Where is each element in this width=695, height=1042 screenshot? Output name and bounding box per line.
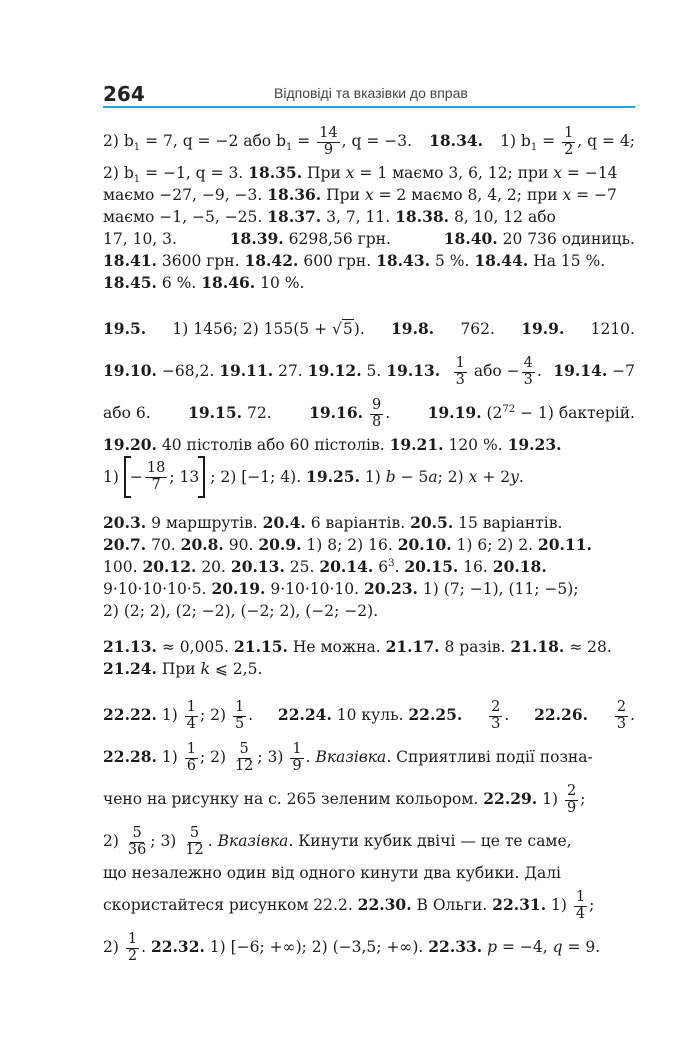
fraction: $\frac{1}{5}$ — [234, 699, 245, 732]
text-line — [103, 658, 635, 680]
text-segment: 19.15. 72. — [188, 403, 272, 422]
text-segment: скористайтеся рисунком 22.2. 22.30. В Ольги. 22.31. 1) $\frac{1}{4}$ ; — [103, 889, 595, 922]
text-segment: 762. — [460, 320, 495, 338]
fraction: $\frac{1}{4}$ — [186, 699, 196, 732]
fraction: $\frac{1}{4}$ — [575, 889, 586, 922]
fraction: $\frac{14}{9}$ — [319, 125, 338, 158]
fraction: $\frac{5}{36}$ — [127, 825, 147, 858]
exercise-number: 22.26. — [534, 705, 589, 724]
text-segment: 22.24. 10 куль. 22.25. — [277, 705, 463, 724]
text-line — [103, 694, 635, 736]
text-segment: 2) $b_1 = 7$, q = −2 або $b_1$ = $\frac{14}{9}$ , q = −3. — [103, 125, 413, 158]
text-segment: 18.40. 20 736 одиниць. — [443, 229, 635, 248]
text-line — [103, 350, 635, 392]
fraction: $\frac{9}{8}$ — [371, 397, 382, 430]
text-segment: чено на рисунку на с. 265 зеленим кольором. 22.29. 1) $\frac{2}{9}$ ; — [103, 783, 586, 816]
text-line — [103, 636, 635, 658]
fraction: $\frac{2}{3}$ — [616, 699, 627, 732]
fraction: $\frac{18}{7}$ — [146, 460, 166, 493]
text-line — [103, 162, 635, 184]
text-segment: що незалежно один від одного кинути два кубики. Далі — [103, 864, 561, 882]
text-line — [103, 184, 635, 206]
text-line — [103, 308, 635, 350]
text-segment: 1) 1456; 2) 155(5 + √5). — [172, 320, 365, 338]
answers-block-19 — [103, 308, 635, 498]
text-line — [103, 456, 635, 498]
text-segment: маємо −1, −5, −25. 18.37. 3, 7, 11. 18.38. 8, 10, 12 або — [103, 207, 556, 226]
text-segment: $\frac{2}{3}$ . — [491, 699, 510, 732]
exercise-number: 19.5. — [103, 319, 147, 338]
answers-body — [103, 120, 635, 982]
exercise-number: 19.9. — [521, 319, 565, 338]
fraction: $\frac{1}{3}$ — [455, 355, 465, 388]
text-line — [103, 272, 635, 294]
text-line — [103, 434, 635, 456]
text-segment: $\frac{2}{3}$ . — [616, 699, 635, 732]
text-line — [103, 600, 635, 622]
text-line — [103, 206, 635, 228]
text-segment: 19.20. 40 пістолів або 60 пістолів. 19.21. 120 %. 19.23. — [103, 435, 562, 454]
text-segment: 19.16. $\frac{9}{8}$ . — [309, 397, 391, 430]
answers-block-20 — [103, 512, 635, 622]
text-segment: 1210. — [590, 320, 635, 338]
text-line — [103, 250, 635, 272]
text-segment: 18.41. 3600 грн. 18.42. 600 грн. 18.43. 5 %. 18.44. На 15 %. — [103, 251, 606, 270]
header-rule — [103, 106, 635, 108]
fraction: $\frac{4}{3}$ — [523, 355, 533, 388]
exercise-number: 18.34. — [429, 131, 484, 150]
text-segment: 2) $\frac{5}{36}$ ; 3) $\frac{5}{12}$ . Вказівка. Кинути кубик двічі — це те саме, — [103, 825, 572, 858]
page-header — [103, 80, 635, 108]
fraction: $\frac{1}{2}$ — [564, 125, 574, 158]
text-segment: 19.14. −7 — [553, 361, 635, 380]
text-segment: 21.24. При k ⩽ 2,5. — [103, 659, 263, 678]
answers-block-18 — [103, 120, 635, 294]
text-segment: 19.10. −68,2. 19.11. 27. 19.12. 5. 19.13. — [103, 361, 441, 380]
fraction: $\frac{5}{12}$ — [234, 741, 254, 774]
text-segment: 18.45. 6 %. 18.46. 10 %. — [103, 273, 305, 292]
text-segment: 19.19. $(2^{72} - 1)$ бактерій. — [427, 403, 635, 422]
text-segment: 17, 10, 3. — [103, 230, 177, 248]
fraction: $\frac{1}{9}$ — [292, 741, 302, 774]
text-segment: 2) $b_1 = -1$, q = 3. 18.35. При x = 1 маємо 3, 6, 12; при x = −14 — [103, 163, 618, 186]
text-segment: 22.22. 1) $\frac{1}{4}$ ; 2) $\frac{1}{5}$ . — [103, 699, 254, 732]
exercise-number: 19.8. — [391, 319, 435, 338]
text-segment: 1) — [103, 468, 119, 486]
text-line — [103, 556, 635, 578]
text-segment: $\frac{1}{3}$ або − $\frac{4}{3}$ . — [455, 355, 542, 388]
text-line — [103, 392, 635, 434]
page-number: 264 — [103, 82, 145, 106]
running-title: Відповіді та вказівки до вправ — [274, 85, 468, 101]
text-segment: 22.28. 1) $\frac{1}{6}$ ; 2) $\frac{5}{12}$ ; 3) $\frac{1}{9}$ . Вказівка. Сприятливі події позна- — [103, 741, 593, 774]
text-line — [103, 926, 635, 968]
text-line — [103, 884, 635, 926]
text-line — [103, 778, 635, 820]
text-segment: ; 2) [−1; 4). 19.25. 1) b − 5a; 2) x + 2y. — [210, 467, 524, 486]
fraction: $\frac{1}{6}$ — [186, 741, 196, 774]
fraction: $\frac{2}{3}$ — [491, 699, 501, 732]
text-segment: 100. 20.12. 20. 20.13. 25. 20.14. $6^3$. 20.15. 16. 20.18. — [103, 557, 547, 576]
text-line — [103, 862, 635, 884]
text-line — [103, 228, 635, 250]
text-segment: 2) $\frac{1}{2}$ . 22.32. 1) [−6; +∞); 2) (−3,5; +∞). 22.33. p = −4, q = 9. — [103, 931, 601, 964]
fraction: $\frac{5}{12}$ — [185, 825, 204, 858]
text-line — [103, 512, 635, 534]
text-segment: 20.3. 9 маршрутів. 20.4. 6 варіантів. 20.5. 15 варіантів. — [103, 513, 563, 532]
text-line — [103, 820, 635, 862]
text-segment: 20.7. 70. 20.8. 90. 20.9. 1) 8; 2) 16. 20.10. 1) 6; 2) 2. 20.11. — [103, 535, 592, 554]
text-line — [103, 534, 635, 556]
text-segment: 1) $b_1$ = $\frac{1}{2}$ , q = 4; — [500, 125, 635, 158]
text-segment: 9·10·10·10·5. 20.19. 9·10·10·10. 20.23. 1) (7; −1), (11; −5); — [103, 579, 579, 598]
text-segment: 21.13. ≈ 0,005. 21.15. Не можна. 21.17. 8 разів. 21.18. ≈ 28. — [103, 637, 612, 656]
answers-block-21 — [103, 636, 635, 680]
text-segment: маємо −27, −9, −3. 18.36. При x = 2 маємо 8, 4, 2; при x = −7 — [103, 185, 617, 204]
text-line — [103, 120, 635, 162]
fraction: $\frac{1}{2}$ — [127, 931, 138, 964]
fraction: $\frac{2}{9}$ — [566, 783, 577, 816]
text-segment: 2) (2; 2), (2; −2), (−2; 2), (−2; −2). — [103, 602, 379, 620]
answers-block-22 — [103, 694, 635, 968]
text-segment: або 6. — [103, 404, 151, 422]
interval-bracket: − $\frac{18}{7}$ ; 13 — [124, 456, 205, 498]
text-line — [103, 578, 635, 600]
text-line — [103, 736, 635, 778]
text-segment: 18.39. 6298,56 грн. — [229, 229, 391, 248]
